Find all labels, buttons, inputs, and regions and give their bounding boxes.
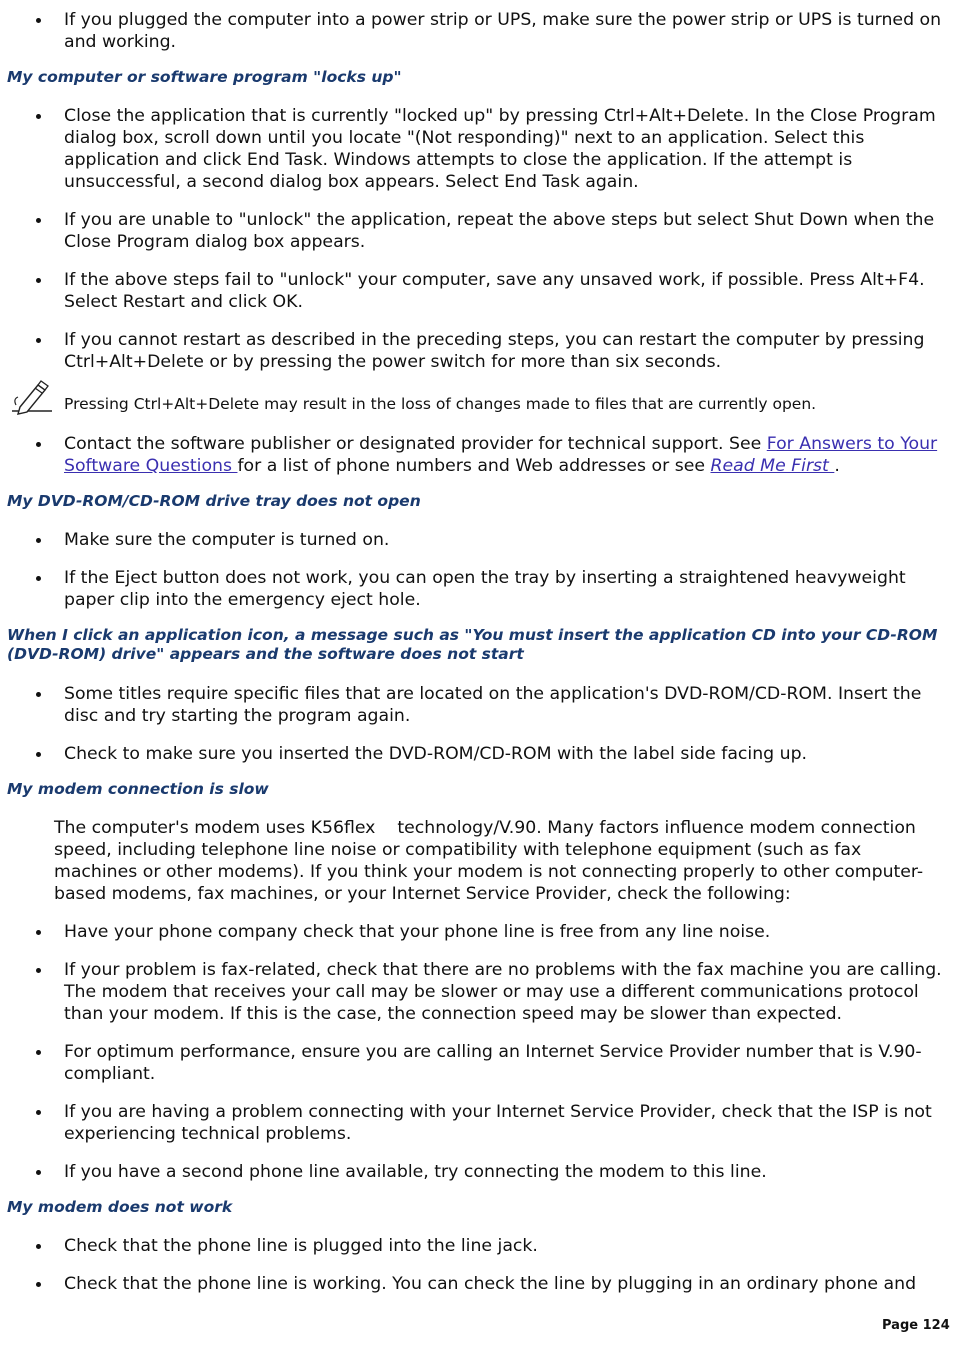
section-heading-tray: My DVD-ROM/CD-ROM drive tray does not open — [7, 492, 421, 510]
list-item: If the above steps fail to "unlock" your computer, save any unsaved work, if possible. Press Alt+F4. Select Restart and click OK. — [64, 269, 954, 313]
section-heading-app-cd: When I click an application icon, a message such as "You must insert the application CD into your CD-ROM (DVD-ROM) drive" appears and the software does not start — [7, 626, 938, 663]
note — [64, 385, 954, 415]
list-item: Some titles require specific files that are located on the application's DVD-ROM/CD-ROM. Insert the disc and try starting the program again. — [64, 683, 954, 727]
note-text: Pressing Ctrl+Alt+Delete may result in the loss of changes made to files that are currently open. — [64, 395, 817, 413]
list-item: For optimum performance, ensure you are calling an Internet Service Provider number that is V.90-compliant. — [64, 1041, 954, 1085]
section-heading-modem-slow: My modem connection is slow — [7, 780, 269, 798]
link-software-questions[interactable]: For Answers to Your Software Questions — [64, 434, 938, 476]
list-item: Have your phone company check that your phone line is free from any line noise. — [64, 921, 954, 943]
list-item: If you have a second phone line available, try connecting the modem to this line. — [64, 1161, 954, 1183]
list-item: If your problem is fax-related, check that there are no problems with the fax machine you are calling. The modem that receives your call may be slower or may use a different communications protocol than your modem. If this is the case, the connection speed may be slower than expected. — [64, 959, 954, 1025]
list-item: Check that the phone line is working. You can check the line by plugging in an ordinary phone and — [64, 1273, 954, 1295]
list-item: Check to make sure you inserted the DVD-ROM/CD-ROM with the label side facing up. — [64, 743, 954, 765]
link-read-me-first[interactable]: Read Me First — [710, 456, 835, 476]
page-number: Page 124 — [882, 1318, 950, 1333]
list-item: Close the application that is currently "locked up" by pressing Ctrl+Alt+Delete. In the Close Program dialog box, scroll down until you locate "(Not responding)" next to an application. Select this application and click End Task. Windows attempts to close the application. If the attempt is unsuccessful, a second dialog box appears. Select End Task again. — [64, 105, 954, 193]
list-item: If you plugged the computer into a power strip or UPS, make sure the power strip or UPS is turned on and working. — [64, 9, 954, 53]
list-item: If you are unable to "unlock" the application, repeat the above steps but select Shut Down when the Close Program dialog box appears. — [64, 209, 954, 253]
list-item: Contact the software publisher or designated provider for technical support. See For Answers to Your Software Questions for a list of phone numbers and Web addresses or see Read Me First . — [64, 433, 954, 477]
section-heading-modem-not-work: My modem does not work — [7, 1198, 233, 1216]
list-item: If you cannot restart as described in the preceding steps, you can restart the computer by pressing Ctrl+Alt+Delete or by pressing the power switch for more than six seconds. — [64, 329, 954, 373]
document-body — [0, 9, 954, 1295]
section-heading-locks-up: My computer or software program "locks up" — [7, 68, 402, 86]
note-pencil-icon — [8, 377, 56, 423]
list-item: Make sure the computer is turned on. — [64, 529, 954, 551]
list-item: If you are having a problem connecting with your Internet Service Provider, check that the ISP is not experiencing technical problems. — [64, 1101, 954, 1145]
list-item: Check that the phone line is plugged into the line jack. — [64, 1235, 954, 1257]
list-item: If the Eject button does not work, you can open the tray by inserting a straightened heavyweight paper clip into the emergency eject hole. — [64, 567, 954, 611]
paragraph: The computer's modem uses K56flex technology/V.90. Many factors influence modem connection speed, including telephone line noise or compatibility with telephone equipment (such as fax machines or other modems). If you think your modem is not connecting properly to other computer-based modems, fax machines, or your Internet Service Provider, check the following: — [54, 818, 924, 904]
